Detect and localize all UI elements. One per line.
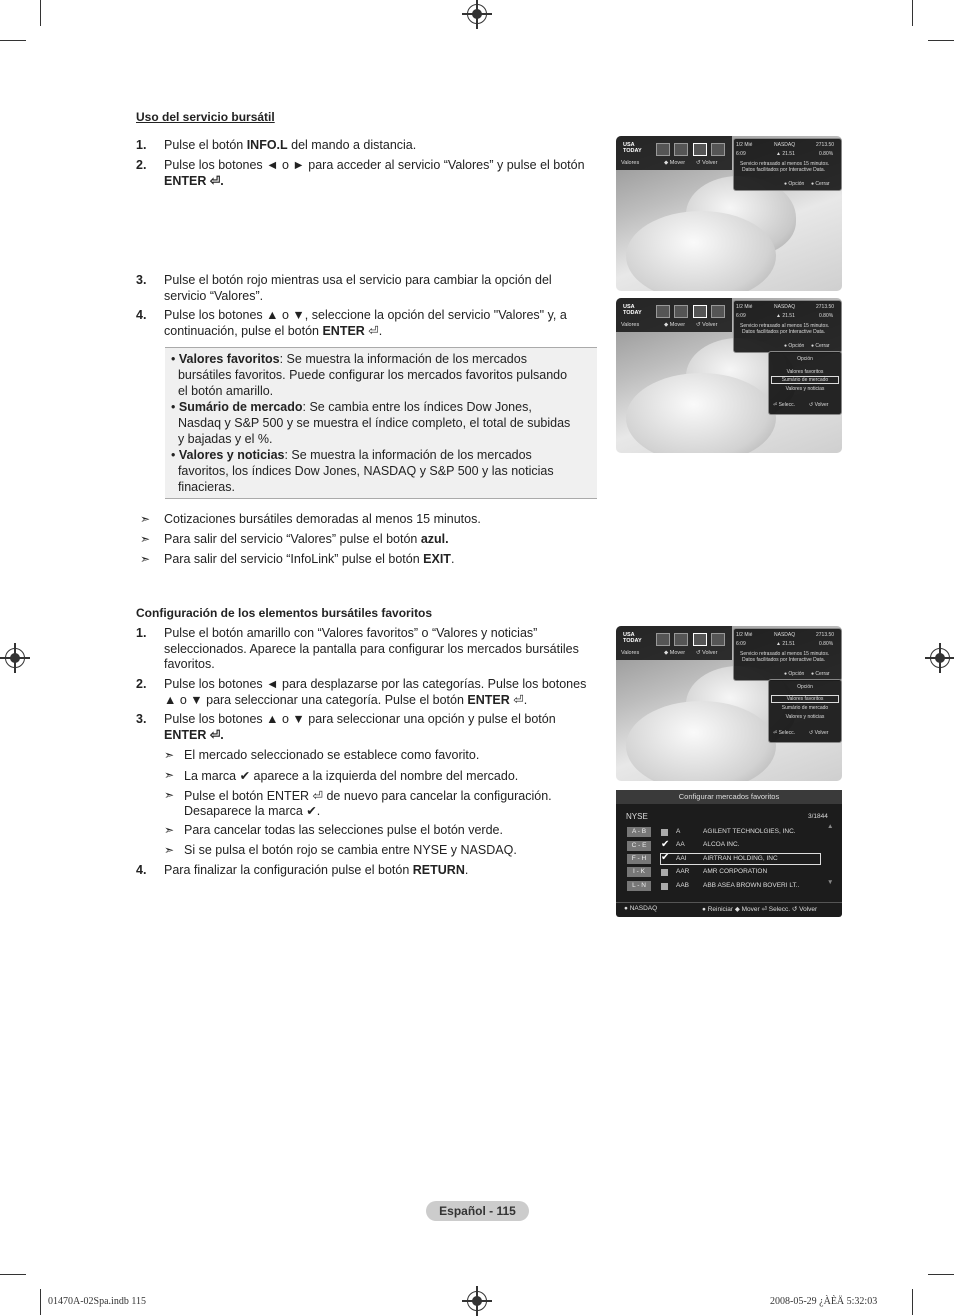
registration-mark-icon bbox=[467, 4, 487, 24]
polar-bear-image bbox=[626, 701, 776, 781]
menu-item-selected[interactable]: Valores favoritos bbox=[771, 695, 839, 703]
volver-hint: ↺ Volver bbox=[696, 650, 718, 656]
news-icon bbox=[674, 633, 688, 646]
weather-icon bbox=[656, 633, 670, 646]
menu-item[interactable]: Valores favoritos bbox=[786, 369, 824, 375]
date: 1/2 Mié bbox=[736, 304, 753, 310]
option-menu bbox=[768, 351, 842, 415]
menu-item[interactable]: Valores y noticias bbox=[785, 714, 825, 720]
news-icon bbox=[674, 143, 688, 156]
page-number-badge: Español - 115 bbox=[426, 1201, 529, 1221]
index-value: 2713.50 bbox=[816, 632, 835, 638]
config-step-3-text: Pulse los botones ▲ o ▼ para seleccionar una opción y pulse el botón ENTER ⏎. bbox=[164, 712, 556, 742]
menu-title: Opción bbox=[797, 356, 813, 362]
opcion-button[interactable]: ● Opción bbox=[784, 343, 805, 349]
delay-note: Datos facilitados por Interactive Data. bbox=[742, 329, 826, 335]
config-step-2-text: Pulse los botones ◄ para desplazarse por las categorías. Pulse los botones ▲ o ▼ para seleccionar una categoría. Pulse el botón ENTER ⏎. bbox=[164, 677, 587, 707]
tab-label: Valores bbox=[621, 650, 640, 656]
menu-item-selected[interactable]: Sumário de mercado bbox=[771, 376, 839, 384]
volver-hint: ↺ Volver bbox=[809, 402, 829, 408]
delay-note: Servicio retrasado al menos 15 minutos. bbox=[740, 161, 830, 167]
count-label: 3/1844 bbox=[808, 813, 828, 820]
stocks-icon bbox=[693, 633, 707, 646]
stock-panel bbox=[733, 628, 842, 681]
time: 6:09 bbox=[736, 641, 746, 647]
arrow-icon: ➣ bbox=[140, 532, 151, 546]
market-label: NYSE bbox=[626, 812, 648, 821]
crop-mark bbox=[912, 1289, 913, 1315]
usa-today-logo: USA TODAY bbox=[623, 142, 642, 154]
crop-mark bbox=[40, 1289, 41, 1315]
market-code: AAR bbox=[676, 868, 690, 875]
category-tab[interactable]: C - E bbox=[627, 841, 651, 851]
stock-panel bbox=[733, 138, 842, 191]
market-name[interactable]: AMR CORPORATION bbox=[703, 868, 768, 875]
step-number: 1. bbox=[136, 626, 147, 640]
step-number: 1. bbox=[136, 138, 147, 152]
crop-mark bbox=[0, 1274, 26, 1275]
tv-screenshot-2 bbox=[616, 298, 842, 453]
menu-item[interactable]: Valores y noticias bbox=[785, 386, 825, 392]
registration-mark-icon bbox=[930, 648, 950, 668]
news-icon bbox=[674, 305, 688, 318]
crop-mark bbox=[912, 0, 913, 26]
sports-icon bbox=[711, 633, 725, 646]
weather-icon bbox=[656, 305, 670, 318]
index-change: ▲ 21.51 bbox=[776, 313, 795, 319]
index-name: NASDAQ bbox=[774, 632, 796, 638]
market-name[interactable]: ABB ASEA BROWN BOVERI LT.. bbox=[703, 882, 800, 889]
step-4-text: Pulse los botones ▲ o ▼, seleccione la opción del servicio "Valores" y, a continuación, pulse el botón ENTER ⏎. bbox=[164, 308, 567, 338]
service-bar bbox=[616, 136, 732, 170]
sports-icon bbox=[711, 305, 725, 318]
opcion-button[interactable]: ● Opción bbox=[784, 671, 805, 677]
usa-today-logo: USA TODAY bbox=[623, 304, 642, 316]
market-code: A bbox=[676, 828, 681, 835]
service-bar bbox=[616, 298, 732, 332]
tv-screenshot-1 bbox=[616, 136, 842, 291]
checkmark-icon[interactable]: ✔ bbox=[661, 839, 670, 850]
crop-mark bbox=[0, 40, 26, 41]
crop-mark bbox=[40, 0, 41, 26]
option-valores-noticias: • Valores y noticias: Se muestra la información de los mercados favoritos, los índices Dow Jones, NASDAQ y S&P 500 y las noticias finacieras. bbox=[171, 448, 554, 494]
section-title-favorites: Configuración de los elementos bursátiles favoritos bbox=[136, 606, 433, 620]
sports-icon bbox=[711, 143, 725, 156]
print-slug-right: 2008-05-29 ¿ÀÈÄ 5:32:03 bbox=[770, 1296, 878, 1307]
category-tab[interactable]: I - K bbox=[627, 867, 651, 877]
index-value: 2713.50 bbox=[816, 142, 835, 148]
option-menu bbox=[768, 679, 842, 743]
registration-mark-icon bbox=[5, 648, 25, 668]
cerrar-button[interactable]: ● Cerrar bbox=[811, 671, 830, 677]
stocks-icon bbox=[693, 305, 707, 318]
arrow-icon: ➣ bbox=[140, 552, 151, 566]
index-pct: 0.80% bbox=[819, 151, 834, 157]
volver-hint: ↺ Volver bbox=[696, 322, 718, 328]
mover-hint: ◆ Mover bbox=[664, 650, 686, 656]
delay-note: Servicio retrasado al menos 15 minutos. bbox=[740, 323, 830, 329]
divider bbox=[616, 902, 842, 903]
volver-hint: ↺ Volver bbox=[696, 160, 718, 166]
date: 1/2 Mié bbox=[736, 632, 753, 638]
step-number: 2. bbox=[136, 158, 147, 172]
crop-mark bbox=[928, 40, 954, 41]
tab-label: Valores bbox=[621, 160, 640, 166]
index-change: ▲ 21.51 bbox=[776, 151, 795, 157]
arrow-icon: ➣ bbox=[164, 788, 175, 802]
scroll-down-icon[interactable]: ▼ bbox=[827, 879, 834, 886]
step-number: 2. bbox=[136, 677, 147, 691]
checkmark-icon[interactable]: ✔ bbox=[661, 852, 670, 863]
checkbox-icon[interactable] bbox=[661, 869, 668, 876]
market-code: AAB bbox=[676, 882, 690, 889]
section-title-stock-service: Uso del servicio bursátil bbox=[136, 110, 275, 124]
tab-label: Valores bbox=[621, 322, 640, 328]
favorites-config-screen bbox=[616, 790, 842, 917]
market-name[interactable]: AGILENT TECHNOLGIES, INC. bbox=[703, 828, 796, 835]
market-code: AAI bbox=[676, 855, 687, 862]
config-step-1-text: Pulse el botón amarillo con “Valores favoritos” o “Valores y noticias” seleccionados. Aparece la pantalla para configurar los mercados bursátiles favoritos. bbox=[164, 626, 579, 671]
stocks-icon bbox=[693, 143, 707, 156]
arrow-icon: ➣ bbox=[164, 768, 175, 782]
scroll-up-icon[interactable]: ▲ bbox=[827, 823, 834, 830]
index-change: ▲ 21.51 bbox=[776, 641, 795, 647]
tv-screenshot-3 bbox=[616, 626, 842, 781]
arrow-icon: ➣ bbox=[164, 843, 175, 857]
checkbox-icon[interactable] bbox=[661, 829, 668, 836]
mover-hint: ◆ Mover bbox=[664, 322, 686, 328]
option-sumario-mercado: • Sumário de mercado: Se cambia entre los índices Dow Jones, Nasdaq y S&P 500 y se muestra el índice completo, el total de subidas y bajadas y el %. bbox=[171, 400, 571, 446]
step-number: 3. bbox=[136, 273, 147, 287]
arrow-icon: ➣ bbox=[140, 512, 151, 526]
stock-panel bbox=[733, 300, 842, 353]
category-tab[interactable]: A - B bbox=[627, 827, 651, 837]
arrow-icon: ➣ bbox=[164, 823, 175, 837]
nasdaq-toggle[interactable]: ● NASDAQ bbox=[624, 905, 658, 912]
weather-icon bbox=[656, 143, 670, 156]
step-number: 3. bbox=[136, 712, 147, 726]
registration-mark-icon bbox=[467, 1291, 487, 1311]
index-name: NASDAQ bbox=[774, 142, 796, 148]
time: 6:09 bbox=[736, 151, 746, 157]
date: 1/2 Mié bbox=[736, 142, 753, 148]
menu-title: Opción bbox=[797, 684, 813, 690]
step-number: 4. bbox=[136, 863, 147, 877]
step-number: 4. bbox=[136, 308, 147, 322]
polar-bear-image bbox=[626, 373, 776, 453]
option-valores-favoritos: • Valores favoritos: Se muestra la información de los mercados bursátiles favoritos. Puede configurar los mercados favoritos pulsando el botón amarillo. bbox=[171, 352, 568, 398]
fav-title: Configurar mercados favoritos bbox=[616, 790, 842, 804]
mover-hint: ◆ Mover bbox=[664, 160, 686, 166]
selecc-hint: ⏎ Selecc. bbox=[773, 402, 795, 408]
market-code: AA bbox=[676, 841, 685, 848]
delay-note: Datos facilitados por Interactive Data. bbox=[742, 657, 826, 663]
market-name[interactable]: AIRTRAN HOLDING, INC bbox=[703, 855, 778, 862]
crop-mark bbox=[928, 1274, 954, 1275]
checkbox-icon[interactable] bbox=[661, 883, 668, 890]
menu-item[interactable]: Sumário de mercado bbox=[781, 705, 829, 711]
category-tab[interactable]: F - H bbox=[627, 854, 651, 864]
step-3-text: Pulse el botón rojo mientras usa el servicio para cambiar la opción del servicio “Valores”. bbox=[164, 273, 552, 303]
polar-bear-image bbox=[626, 211, 776, 291]
cerrar-button[interactable]: ● Cerrar bbox=[811, 343, 830, 349]
step-1-text: Pulse el botón INFO.L del mando a distancia. bbox=[164, 138, 417, 152]
options-box bbox=[165, 347, 597, 499]
delay-note: Servicio retrasado al menos 15 minutos. bbox=[740, 651, 830, 657]
opcion-button[interactable]: ● Opción bbox=[784, 181, 805, 187]
config-step-4-text: Para finalizar la configuración pulse el botón RETURN. bbox=[164, 863, 469, 877]
arrow-icon: ➣ bbox=[164, 748, 175, 762]
step-2-text: Pulse los botones ◄ o ► para acceder al servicio “Valores” y pulse el botón ENTER ⏎. bbox=[164, 158, 585, 188]
index-pct: 0.80% bbox=[819, 641, 834, 647]
time: 6:09 bbox=[736, 313, 746, 319]
print-slug-left: 01470A-02Spa.indb 115 bbox=[48, 1296, 146, 1307]
button-hints: ● Reiniciar ◆ Mover ⏎ Selecc. ↺ Volver bbox=[702, 906, 818, 913]
index-name: NASDAQ bbox=[774, 304, 796, 310]
index-pct: 0.80% bbox=[819, 313, 834, 319]
index-value: 2713.50 bbox=[816, 304, 835, 310]
service-bar bbox=[616, 626, 732, 660]
cerrar-button[interactable]: ● Cerrar bbox=[811, 181, 830, 187]
usa-today-logo: USA TODAY bbox=[623, 632, 642, 644]
market-name[interactable]: ALCOA INC. bbox=[703, 841, 740, 848]
selecc-hint: ⏎ Selecc. bbox=[773, 730, 795, 736]
volver-hint: ↺ Volver bbox=[809, 730, 829, 736]
category-tab[interactable]: L - N bbox=[627, 881, 651, 891]
delay-note: Datos facilitados por Interactive Data. bbox=[742, 167, 826, 173]
